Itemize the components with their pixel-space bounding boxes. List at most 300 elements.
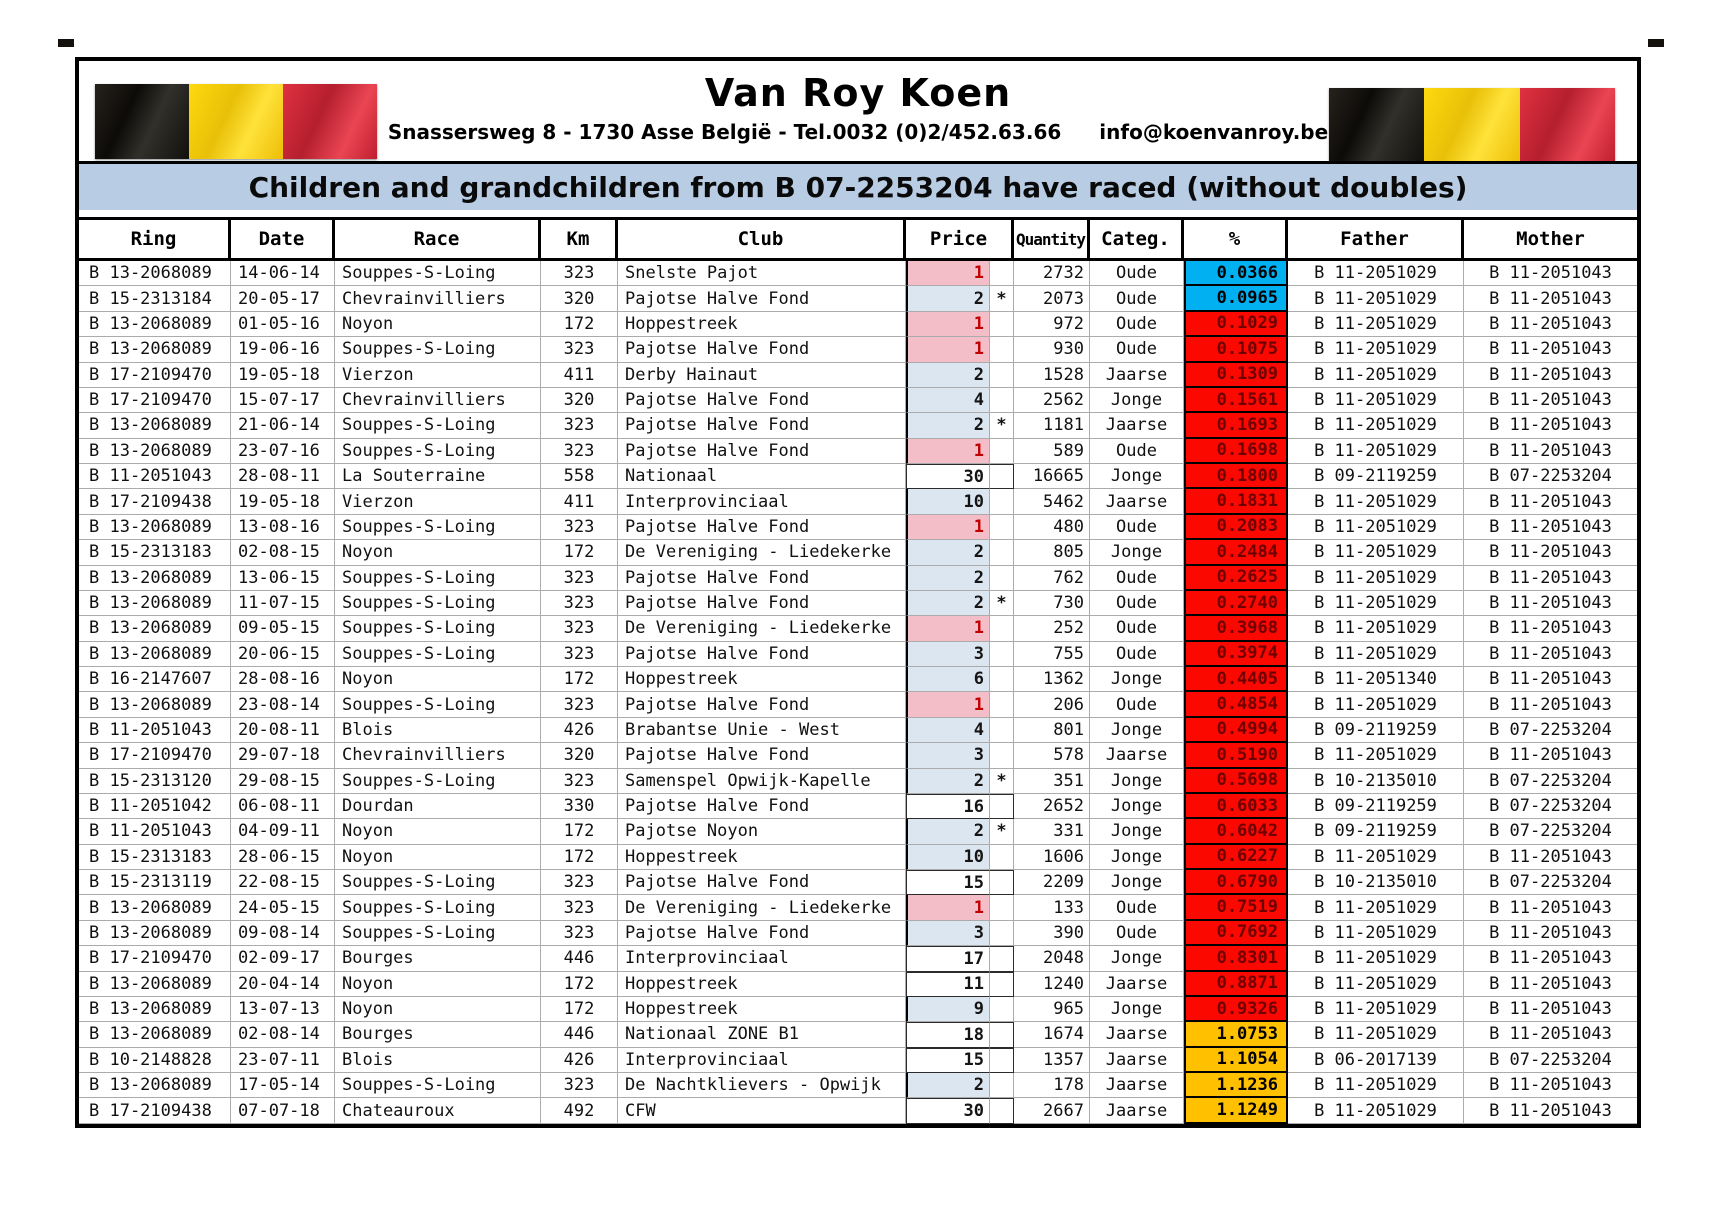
cell-percent: 0.3968 (1184, 616, 1288, 641)
cell-mother: B 07-2253204 (1464, 718, 1637, 743)
table-header-row (79, 217, 1637, 261)
table-row (79, 337, 1637, 362)
cell-ring: B 15-2313183 (79, 845, 231, 870)
cell-star (990, 794, 1014, 819)
cell-percent: 0.8871 (1184, 972, 1288, 997)
flag-black-stripe (1329, 88, 1424, 161)
table-row (79, 388, 1637, 413)
table-row (79, 591, 1637, 616)
cell-mother: B 11-2051043 (1464, 286, 1637, 311)
cell-date: 13-07-13 (231, 997, 335, 1022)
cell-price: 30 (906, 1098, 990, 1123)
cell-quantity: 578 (1014, 743, 1090, 768)
cell-price: 10 (906, 845, 990, 870)
cell-categ: Oude (1090, 692, 1184, 717)
cell-price: 9 (906, 997, 990, 1022)
cell-categ: Jonge (1090, 667, 1184, 692)
cell-ring: B 13-2068089 (79, 439, 231, 464)
cell-date: 01-05-16 (231, 312, 335, 337)
table-row (79, 769, 1637, 794)
cell-categ: Jonge (1090, 819, 1184, 844)
cell-date: 09-08-14 (231, 921, 335, 946)
cell-date: 02-08-14 (231, 1022, 335, 1047)
cell-father: B 10-2135010 (1288, 870, 1464, 895)
cell-mother: B 11-2051043 (1464, 1022, 1637, 1047)
cell-quantity: 1606 (1014, 845, 1090, 870)
cell-mother: B 07-2253204 (1464, 819, 1637, 844)
cell-date: 13-06-15 (231, 566, 335, 591)
cell-percent: 0.1309 (1184, 363, 1288, 388)
table-row (79, 718, 1637, 743)
cell-date: 23-07-11 (231, 1048, 335, 1073)
cell-star (990, 464, 1014, 489)
cell-date: 20-08-11 (231, 718, 335, 743)
crop-mark-left (58, 39, 74, 47)
cell-km: 172 (541, 312, 618, 337)
cell-club: Pajotse Halve Fond (618, 515, 906, 540)
cell-race: Noyon (335, 819, 541, 844)
cell-ring: B 13-2068089 (79, 566, 231, 591)
cell-km: 323 (541, 439, 618, 464)
cell-race: Noyon (335, 972, 541, 997)
table-row (79, 642, 1637, 667)
cell-father: B 11-2051029 (1288, 591, 1464, 616)
cell-club: Pajotse Noyon (618, 819, 906, 844)
cell-date: 19-05-18 (231, 363, 335, 388)
cell-price: 2 (906, 286, 990, 311)
cell-mother: B 11-2051043 (1464, 1073, 1637, 1098)
cell-club: Interprovinciaal (618, 1048, 906, 1073)
cell-star (990, 972, 1014, 997)
cell-percent: 0.5698 (1184, 769, 1288, 794)
cell-categ: Jaarse (1090, 1098, 1184, 1123)
cell-categ: Oude (1090, 921, 1184, 946)
cell-mother: B 11-2051043 (1464, 439, 1637, 464)
cell-percent: 1.1054 (1184, 1048, 1288, 1073)
cell-mother: B 11-2051043 (1464, 616, 1637, 641)
cell-percent: 0.5190 (1184, 743, 1288, 768)
cell-ring: B 17-2109470 (79, 946, 231, 971)
cell-price: 2 (906, 819, 990, 844)
cell-father: B 11-2051029 (1288, 972, 1464, 997)
table-row (79, 515, 1637, 540)
cell-km: 320 (541, 388, 618, 413)
cell-percent: 0.1561 (1184, 388, 1288, 413)
cell-km: 323 (541, 337, 618, 362)
cell-club: Interprovinciaal (618, 946, 906, 971)
cell-mother: B 07-2253204 (1464, 769, 1637, 794)
cell-star (990, 997, 1014, 1022)
cell-categ: Jonge (1090, 794, 1184, 819)
cell-categ: Jaarse (1090, 1073, 1184, 1098)
cell-race: Souppes-S-Loing (335, 870, 541, 895)
table-row (79, 845, 1637, 870)
cell-date: 23-07-16 (231, 439, 335, 464)
cell-categ: Jonge (1090, 769, 1184, 794)
cell-father: B 11-2051029 (1288, 337, 1464, 362)
cell-father: B 11-2051340 (1288, 667, 1464, 692)
cell-quantity: 5462 (1014, 489, 1090, 514)
cell-quantity: 1357 (1014, 1048, 1090, 1073)
cell-price: 4 (906, 388, 990, 413)
cell-race: Souppes-S-Loing (335, 439, 541, 464)
belgian-flag-right-image (1329, 88, 1615, 161)
cell-race: Bourges (335, 946, 541, 971)
cell-race: Blois (335, 1048, 541, 1073)
cell-star (990, 540, 1014, 565)
table-row (79, 464, 1637, 489)
table-row (79, 819, 1637, 844)
cell-club: Snelste Pajot (618, 261, 906, 286)
address-text: Snassersweg 8 - 1730 Asse België - Tel.0032 (0)2/452.63.66 (387, 120, 1062, 144)
cell-date: 23-08-14 (231, 692, 335, 717)
cell-quantity: 801 (1014, 718, 1090, 743)
cell-date: 20-05-17 (231, 286, 335, 311)
cell-race: La Souterraine (335, 464, 541, 489)
cell-percent: 1.1249 (1184, 1098, 1288, 1123)
cell-percent: 0.9326 (1184, 997, 1288, 1022)
cell-date: 13-08-16 (231, 515, 335, 540)
cell-price: 1 (906, 439, 990, 464)
cell-percent: 0.6042 (1184, 819, 1288, 844)
cell-ring: B 11-2051042 (79, 794, 231, 819)
cell-star (990, 667, 1014, 692)
cell-percent: 0.8301 (1184, 946, 1288, 971)
cell-club: Hoppestreek (618, 312, 906, 337)
cell-price: 10 (906, 489, 990, 514)
flag-yellow-stripe (189, 84, 283, 159)
cell-date: 28-08-11 (231, 464, 335, 489)
cell-km: 411 (541, 363, 618, 388)
cell-date: 15-07-17 (231, 388, 335, 413)
cell-mother: B 11-2051043 (1464, 845, 1637, 870)
cell-categ: Oude (1090, 642, 1184, 667)
cell-ring: B 13-2068089 (79, 692, 231, 717)
cell-price: 30 (906, 464, 990, 489)
cell-father: B 11-2051029 (1288, 540, 1464, 565)
cell-categ: Oude (1090, 261, 1184, 286)
cell-km: 426 (541, 718, 618, 743)
flag-red-stripe (1520, 88, 1615, 161)
cell-father: B 11-2051029 (1288, 616, 1464, 641)
cell-percent: 0.2625 (1184, 566, 1288, 591)
cell-percent: 0.6033 (1184, 794, 1288, 819)
cell-mother: B 07-2253204 (1464, 794, 1637, 819)
cell-price: 3 (906, 743, 990, 768)
cell-father: B 11-2051029 (1288, 946, 1464, 971)
cell-race: Souppes-S-Loing (335, 642, 541, 667)
cell-father: B 11-2051029 (1288, 439, 1464, 464)
cell-ring: B 13-2068089 (79, 1022, 231, 1047)
table-row (79, 1022, 1637, 1047)
cell-star (990, 946, 1014, 971)
cell-percent: 0.6227 (1184, 845, 1288, 870)
cell-date: 22-08-15 (231, 870, 335, 895)
cell-father: B 11-2051029 (1288, 845, 1464, 870)
cell-star (990, 718, 1014, 743)
cell-quantity: 589 (1014, 439, 1090, 464)
cell-star (990, 388, 1014, 413)
cell-price: 2 (906, 566, 990, 591)
cell-race: Souppes-S-Loing (335, 413, 541, 438)
cell-father: B 11-2051029 (1288, 743, 1464, 768)
cell-club: Nationaal (618, 464, 906, 489)
cell-percent: 0.1693 (1184, 413, 1288, 438)
cell-ring: B 13-2068089 (79, 997, 231, 1022)
cell-percent: 1.1236 (1184, 1073, 1288, 1098)
cell-race: Souppes-S-Loing (335, 692, 541, 717)
cell-percent: 0.4405 (1184, 667, 1288, 692)
cell-quantity: 2073 (1014, 286, 1090, 311)
cell-km: 323 (541, 566, 618, 591)
cell-km: 323 (541, 921, 618, 946)
cell-ring: B 13-2068089 (79, 1073, 231, 1098)
cell-percent: 0.1029 (1184, 312, 1288, 337)
cell-km: 323 (541, 413, 618, 438)
cell-quantity: 206 (1014, 692, 1090, 717)
table-row (79, 895, 1637, 920)
cell-father: B 11-2051029 (1288, 921, 1464, 946)
cell-ring: B 17-2109470 (79, 363, 231, 388)
crop-mark-right (1648, 39, 1664, 47)
cell-categ: Jonge (1090, 997, 1184, 1022)
cell-father: B 11-2051029 (1288, 312, 1464, 337)
cell-club: Pajotse Halve Fond (618, 642, 906, 667)
cell-father: B 09-2119259 (1288, 718, 1464, 743)
cell-price: 11 (906, 972, 990, 997)
cell-club: Pajotse Halve Fond (618, 337, 906, 362)
table-row (79, 439, 1637, 464)
cell-ring: B 13-2068089 (79, 616, 231, 641)
cell-ring: B 15-2313183 (79, 540, 231, 565)
table-row (79, 261, 1637, 286)
cell-ring: B 13-2068089 (79, 642, 231, 667)
cell-star: * (990, 413, 1014, 438)
cell-father: B 11-2051029 (1288, 692, 1464, 717)
cell-club: Interprovinciaal (618, 489, 906, 514)
cell-categ: Oude (1090, 895, 1184, 920)
cell-star (990, 845, 1014, 870)
cell-club: Pajotse Halve Fond (618, 870, 906, 895)
cell-ring: B 15-2313184 (79, 286, 231, 311)
cell-date: 29-07-18 (231, 743, 335, 768)
cell-date: 02-08-15 (231, 540, 335, 565)
table-row (79, 363, 1637, 388)
cell-quantity: 133 (1014, 895, 1090, 920)
cell-km: 323 (541, 591, 618, 616)
cell-mother: B 11-2051043 (1464, 743, 1637, 768)
cell-price: 17 (906, 946, 990, 971)
cell-father: B 10-2135010 (1288, 769, 1464, 794)
cell-date: 11-07-15 (231, 591, 335, 616)
cell-club: Nationaal ZONE B1 (618, 1022, 906, 1047)
cell-categ: Jonge (1090, 870, 1184, 895)
belgian-flag-left-image (95, 84, 377, 159)
table-row (79, 972, 1637, 997)
cell-categ: Oude (1090, 616, 1184, 641)
cell-star (990, 515, 1014, 540)
cell-km: 446 (541, 1022, 618, 1047)
table-row (79, 870, 1637, 895)
cell-price: 1 (906, 337, 990, 362)
table-row (79, 540, 1637, 565)
cell-race: Souppes-S-Loing (335, 261, 541, 286)
cell-mother: B 11-2051043 (1464, 261, 1637, 286)
cell-mother: B 11-2051043 (1464, 692, 1637, 717)
cell-quantity: 2652 (1014, 794, 1090, 819)
cell-quantity: 965 (1014, 997, 1090, 1022)
cell-father: B 11-2051029 (1288, 363, 1464, 388)
cell-date: 17-05-14 (231, 1073, 335, 1098)
cell-ring: B 13-2068089 (79, 337, 231, 362)
cell-mother: B 11-2051043 (1464, 1098, 1637, 1123)
cell-km: 323 (541, 261, 618, 286)
col-header-km: Km (541, 220, 618, 261)
cell-club: De Vereniging - Liedekerke (618, 895, 906, 920)
cell-father: B 11-2051029 (1288, 1022, 1464, 1047)
cell-percent: 0.1698 (1184, 439, 1288, 464)
cell-race: Souppes-S-Loing (335, 769, 541, 794)
cell-star (990, 1048, 1014, 1073)
cell-date: 28-06-15 (231, 845, 335, 870)
cell-club: De Nachtklievers - Opwijk (618, 1073, 906, 1098)
cell-race: Vierzon (335, 489, 541, 514)
cell-quantity: 252 (1014, 616, 1090, 641)
cell-categ: Oude (1090, 312, 1184, 337)
cell-quantity: 2732 (1014, 261, 1090, 286)
cell-mother: B 07-2253204 (1464, 464, 1637, 489)
cell-percent: 0.0366 (1184, 261, 1288, 286)
cell-star (990, 1098, 1014, 1123)
cell-star (990, 895, 1014, 920)
cell-quantity: 930 (1014, 337, 1090, 362)
cell-race: Chateauroux (335, 1098, 541, 1123)
cell-mother: B 11-2051043 (1464, 591, 1637, 616)
cell-quantity: 805 (1014, 540, 1090, 565)
cell-categ: Jaarse (1090, 972, 1184, 997)
cell-quantity: 178 (1014, 1073, 1090, 1098)
cell-club: Hoppestreek (618, 972, 906, 997)
cell-father: B 11-2051029 (1288, 642, 1464, 667)
table-row (79, 413, 1637, 438)
cell-km: 323 (541, 1073, 618, 1098)
cell-father: B 09-2119259 (1288, 794, 1464, 819)
cell-club: Pajotse Halve Fond (618, 388, 906, 413)
cell-quantity: 2667 (1014, 1098, 1090, 1123)
cell-percent: 0.3974 (1184, 642, 1288, 667)
cell-star (990, 870, 1014, 895)
cell-club: Pajotse Halve Fond (618, 413, 906, 438)
cell-ring: B 17-2109438 (79, 489, 231, 514)
table-row (79, 1073, 1637, 1098)
cell-ring: B 13-2068089 (79, 591, 231, 616)
table-row (79, 667, 1637, 692)
cell-categ: Jaarse (1090, 363, 1184, 388)
cell-km: 172 (541, 997, 618, 1022)
cell-quantity: 2209 (1014, 870, 1090, 895)
cell-ring: B 13-2068089 (79, 921, 231, 946)
cell-percent: 0.7519 (1184, 895, 1288, 920)
cell-ring: B 17-2109470 (79, 388, 231, 413)
cell-mother: B 11-2051043 (1464, 540, 1637, 565)
cell-club: Hoppestreek (618, 667, 906, 692)
cell-km: 323 (541, 616, 618, 641)
cell-ring: B 13-2068089 (79, 972, 231, 997)
cell-price: 3 (906, 921, 990, 946)
table-row (79, 692, 1637, 717)
cell-km: 323 (541, 692, 618, 717)
cell-father: B 11-2051029 (1288, 566, 1464, 591)
cell-quantity: 1362 (1014, 667, 1090, 692)
cell-ring: B 17-2109470 (79, 743, 231, 768)
table-body (79, 261, 1637, 1124)
cell-race: Noyon (335, 540, 541, 565)
cell-quantity: 1240 (1014, 972, 1090, 997)
cell-mother: B 11-2051043 (1464, 388, 1637, 413)
cell-km: 446 (541, 946, 618, 971)
cell-km: 411 (541, 489, 618, 514)
masthead (79, 61, 1637, 161)
flag-black-stripe (95, 84, 189, 159)
table-row (79, 997, 1637, 1022)
cell-quantity: 1528 (1014, 363, 1090, 388)
cell-percent: 0.6790 (1184, 870, 1288, 895)
cell-date: 19-05-18 (231, 489, 335, 514)
col-header-date: Date (231, 220, 335, 261)
cell-club: Pajotse Halve Fond (618, 921, 906, 946)
page-title: Van Roy Koen (704, 71, 1012, 115)
cell-price: 1 (906, 312, 990, 337)
cell-km: 330 (541, 794, 618, 819)
cell-mother: B 07-2253204 (1464, 870, 1637, 895)
cell-date: 21-06-14 (231, 413, 335, 438)
table-row (79, 743, 1637, 768)
cell-father: B 11-2051029 (1288, 286, 1464, 311)
cell-km: 172 (541, 819, 618, 844)
cell-race: Vierzon (335, 363, 541, 388)
cell-race: Souppes-S-Loing (335, 515, 541, 540)
flag-yellow-stripe (1424, 88, 1519, 161)
cell-percent: 0.7692 (1184, 921, 1288, 946)
cell-ring: B 10-2148828 (79, 1048, 231, 1073)
cell-mother: B 11-2051043 (1464, 921, 1637, 946)
cell-race: Souppes-S-Loing (335, 591, 541, 616)
cell-percent: 1.0753 (1184, 1022, 1288, 1047)
cell-categ: Jonge (1090, 540, 1184, 565)
col-header-club: Club (618, 220, 906, 261)
cell-ring: B 15-2313120 (79, 769, 231, 794)
cell-race: Bourges (335, 1022, 541, 1047)
cell-mother: B 11-2051043 (1464, 489, 1637, 514)
cell-date: 14-06-14 (231, 261, 335, 286)
cell-km: 172 (541, 845, 618, 870)
cell-price: 1 (906, 895, 990, 920)
cell-date: 20-06-15 (231, 642, 335, 667)
cell-price: 1 (906, 261, 990, 286)
cell-star (990, 312, 1014, 337)
cell-race: Chevrainvilliers (335, 388, 541, 413)
table-row (79, 946, 1637, 971)
cell-ring: B 15-2313119 (79, 870, 231, 895)
cell-percent: 0.2740 (1184, 591, 1288, 616)
cell-price: 2 (906, 769, 990, 794)
cell-date: 24-05-15 (231, 895, 335, 920)
cell-quantity: 390 (1014, 921, 1090, 946)
flag-red-stripe (283, 84, 377, 159)
cell-star (990, 642, 1014, 667)
cell-club: Hoppestreek (618, 845, 906, 870)
cell-categ: Oude (1090, 515, 1184, 540)
